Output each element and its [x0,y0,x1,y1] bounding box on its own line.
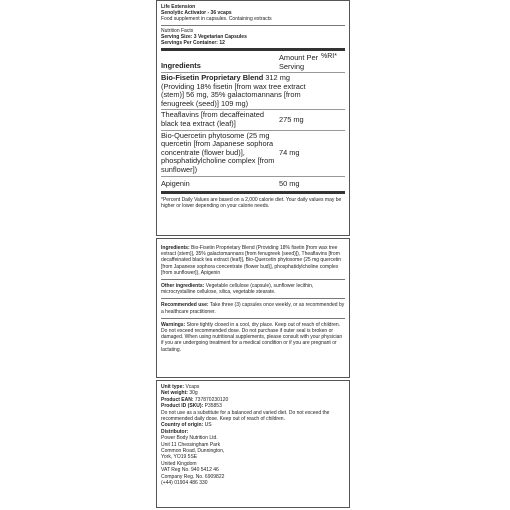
ingredient-amount: 50 mg [279,178,300,188]
footnote: *Percent Daily Values are based on a 2,000 calorie diet. Your daily values may be higher or lower depending on your calorie needs. [161,197,342,210]
distributor-line: VAT Reg No. 940 5412 46 [161,467,219,474]
table-row [161,176,345,189]
distributor-label: Distributor: [161,428,189,435]
distributor-line: United Kingdom [161,460,197,467]
facts-title: Nutrition Facts [161,27,194,34]
table-row [161,73,345,110]
diet-note: Do not use as a substitute for a balanced and varied diet. Do not exceed the recommended daily dose. Keep out of reach of children. [161,409,330,423]
product-sku: Product ID (SKU): P35853 [161,403,222,410]
nutrition-facts-panel [156,0,350,236]
ingredients-section: Ingredients: Bio-Fisetin Proprietary Blend (Providing 18% fisetin [from wax tree extract (stem)], 35% galactomannans [from fenugreek (seed)]), Theaflavins [from decaffeinated black tea extract (leaf)], Bio-Quercetin phytosome (25 mg quercetin [from Japanese sophora concentrate (flower bud)], phosphatidylcholine complex [from sunflower]), Apigenin [161,245,342,276]
distributor-line: Common Road, Dunnington, [161,448,225,455]
serving-size: Serving Size: 3 Vegetarian Capsules [161,33,247,40]
distributor-line: York, YO19 5SE [161,454,198,461]
unit-type: Unit type: Vcaps [161,384,200,390]
table-row [161,110,345,130]
distributor-line: (+44) 01904 486 330 [161,480,208,487]
net-weight: Net weight: 30g [161,390,198,397]
recommended-use-section: Recommended use: Take three (3) capsules once weekly, or as recommended by a healthcare practitioner. [161,302,345,315]
ingredients-table [161,53,345,189]
brand-name: Life Extension [161,4,196,10]
ingredient-amount: 74 mg [277,130,321,176]
ingredient-name-bold: Bio-Fisetin Proprietary Blend [161,73,264,83]
ingredient-name: 312 mg (Providing 18% fisetin [from wax tree extract (stem)] 56 mg, 35% galactomannans [from fenugreek (seed)] 109 mg) [161,73,306,108]
ingredient-name: Apigenin [161,178,190,188]
servings-per-container: Servings Per Container: 12 [161,40,225,47]
product-details-panel [156,380,350,508]
warnings-section: Warnings: Store tightly closed in a cool, dry place. Keep out of reach of children. Do not exceed recommended dose. Do not purchase if outer seal is broken or damaged. When using nutritional supplements, please consult with your physician if you are undergoing treatment for a medical condition or if you are pregnant or lactating. [161,321,343,353]
other-ingredients-section: Other ingredients: Vegetable cellulose (capsule), sunflower lecithin, microcrystalline cellulose, silica, vegetable stearate. [161,283,314,296]
ingredient-amount: 275 mg [277,110,321,130]
ingredient-name: Theaflavins [from decaffeinated black tea extract (leaf)] [161,110,277,130]
col-amount-header: Amount Per Serving [277,53,321,72]
usage-info-panel [156,238,350,378]
col-ingredients-header: Ingredients [161,53,277,72]
ingredient-name: Bio-Quercetin phytosome (25 mg quercetin [from Japanese sophora concentrate (flower bud)], phosphatidylcholine complex [from sunflower]) [161,130,277,176]
product-name: Senolytic Activator - 36 vcaps [161,10,232,17]
col-ri-header: %RI* [321,53,345,72]
table-row [161,130,345,176]
product-ean: Product EAN: 737870230120 [161,396,229,403]
distributor-line: Unit 11 Chessingham Park [161,441,221,448]
distributor-line: Power Body Nutrition Ltd. [161,435,218,442]
country-of-origin: Country of origin: US [161,422,212,429]
distributor-line: Company Reg. No. 6909822 [161,473,225,480]
product-subtitle: Food supplement in capsules. Containing extracts [161,16,272,23]
